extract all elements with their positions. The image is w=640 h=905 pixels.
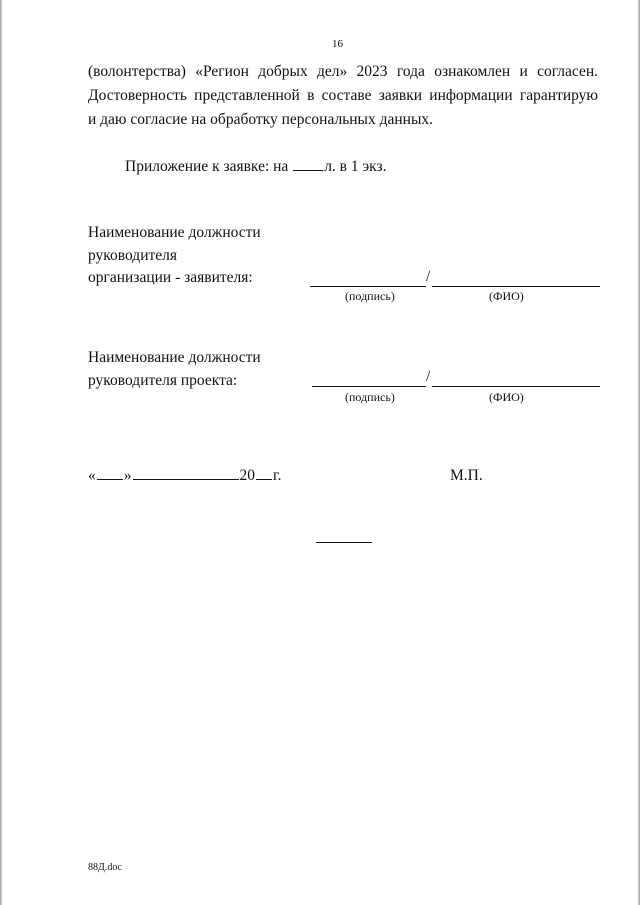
applicant-name-caption: (ФИО) [489, 289, 524, 303]
project-signature-caption: (подпись) [345, 390, 395, 404]
applicant-name-field[interactable] [432, 286, 600, 287]
stamp-place-label: М.П. [450, 467, 483, 484]
project-name-field[interactable] [432, 386, 600, 387]
attachment-suffix: л. в 1 экз. [324, 158, 387, 175]
year-blank[interactable] [256, 478, 272, 480]
paragraph-line-3: и даю согласие на обработку персональных данных. [88, 111, 433, 128]
day-blank[interactable] [97, 478, 123, 480]
month-blank[interactable] [133, 478, 239, 480]
applicant-position-label-3: организации - заявителя: [88, 269, 253, 286]
project-signature-field[interactable] [312, 386, 426, 387]
attachment-line [125, 158, 386, 176]
date-close-quote: » [123, 467, 132, 484]
footer-filename: 88Д.doc [88, 862, 122, 873]
project-position-label-1: Наименование должности [88, 349, 261, 366]
sheet-count-blank[interactable] [293, 169, 323, 171]
attachment-prefix: Приложение к заявке: на [125, 158, 289, 175]
project-name-caption: (ФИО) [489, 390, 524, 404]
paragraph-line-1: (волонтерства) «Регион добрых дел» 2023 года ознакомлен и согласен. [88, 63, 598, 80]
end-of-text-rule [316, 542, 372, 543]
applicant-position-label-2: руководителя [88, 246, 178, 264]
applicant-slash: / [426, 268, 431, 285]
year-prefix: 20 [239, 467, 255, 484]
page-number: 16 [332, 38, 343, 50]
paragraph-line-2: Достоверность представленной в составе заявки информации гарантирую [88, 87, 598, 104]
project-position-label-2: руководителя проекта: [88, 371, 238, 389]
applicant-position-label-1: Наименование должности [88, 224, 261, 241]
project-slash: / [426, 368, 431, 385]
applicant-signature-caption: (подпись) [345, 289, 395, 303]
year-suffix: г. [273, 467, 282, 484]
scan-edge-left [0, 0, 3, 905]
date-open-quote: « [88, 467, 96, 484]
applicant-signature-field[interactable] [310, 286, 426, 287]
date-line [88, 467, 281, 485]
